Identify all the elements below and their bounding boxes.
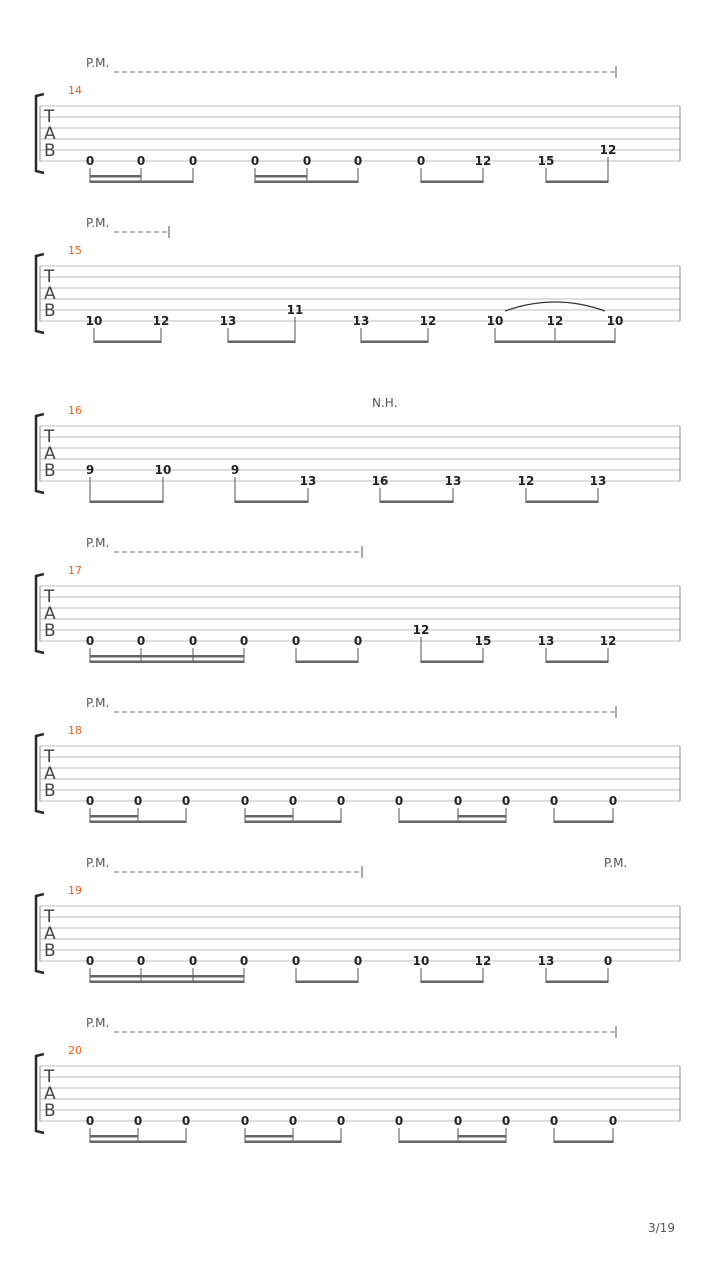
fret-number: 0	[133, 1114, 143, 1128]
tab-letter-b: B	[44, 1101, 56, 1121]
fret-number: 10	[606, 314, 624, 328]
note-beam-secondary	[90, 815, 138, 818]
note-beam	[554, 1141, 613, 1144]
note-beam-secondary	[255, 175, 307, 178]
fret-number: 0	[291, 634, 301, 648]
note-beam	[421, 181, 483, 184]
fret-number: 0	[85, 634, 95, 648]
fret-number: 13	[589, 474, 607, 488]
note-beam	[90, 661, 244, 664]
fret-number: 13	[299, 474, 317, 488]
note-beam-secondary	[90, 655, 244, 658]
note-beam	[421, 981, 483, 984]
fret-number: 0	[181, 1114, 191, 1128]
palm-mute-label: P.M.	[86, 56, 110, 70]
fret-number: 0	[85, 954, 95, 968]
tab-letter-t: T	[44, 267, 55, 287]
fret-number: 0	[288, 1114, 298, 1128]
tab-letter-a: A	[44, 764, 56, 784]
note-beam	[380, 501, 453, 504]
fret-number: 0	[501, 794, 511, 808]
note-beam-secondary	[90, 975, 244, 978]
fret-number: 15	[474, 634, 492, 648]
fret-number: 0	[549, 1114, 559, 1128]
palm-mute-label: P.M.	[86, 216, 110, 230]
bar-number: 17	[68, 564, 82, 577]
note-beam-secondary	[90, 1135, 138, 1138]
tab-system-16	[36, 396, 680, 503]
natural-harmonic-label: N.H.	[372, 396, 398, 410]
fret-number: 0	[181, 794, 191, 808]
note-beam	[90, 821, 186, 824]
fret-number: 0	[336, 1114, 346, 1128]
palm-mute-label: P.M.	[86, 696, 110, 710]
fret-number: 12	[517, 474, 535, 488]
note-beam	[245, 1141, 341, 1144]
note-beam	[546, 981, 608, 984]
fret-number: 12	[599, 143, 617, 157]
palm-mute-label: P.M.	[604, 856, 628, 870]
fret-number: 0	[188, 954, 198, 968]
tab-system-18	[36, 696, 680, 823]
fret-number: 16	[371, 474, 389, 488]
note-beam	[546, 661, 608, 664]
fret-number: 13	[219, 314, 237, 328]
fret-number: 0	[239, 634, 249, 648]
bar-number: 18	[68, 724, 82, 737]
tab-system-19	[36, 856, 680, 983]
tab-letter-b: B	[44, 141, 56, 161]
tab-system-17	[36, 536, 680, 663]
fret-number: 12	[546, 314, 564, 328]
note-beam	[296, 661, 358, 664]
note-beam	[399, 1141, 506, 1144]
fret-number: 13	[444, 474, 462, 488]
fret-number: 0	[136, 634, 146, 648]
fret-number: 0	[288, 794, 298, 808]
fret-number: 12	[474, 154, 492, 168]
note-beam	[90, 181, 193, 184]
fret-number: 0	[240, 794, 250, 808]
note-beam-secondary	[90, 175, 141, 178]
bar-number: 16	[68, 404, 82, 417]
tab-letter-b: B	[44, 781, 56, 801]
fret-number: 13	[352, 314, 370, 328]
fret-number: 0	[453, 794, 463, 808]
fret-number: 0	[353, 634, 363, 648]
fret-number: 0	[291, 954, 301, 968]
tab-letter-t: T	[44, 747, 55, 767]
tab-letter-t: T	[44, 107, 55, 127]
fret-number: 0	[353, 154, 363, 168]
tab-system-15	[36, 216, 680, 343]
note-beam-secondary	[458, 815, 506, 818]
tab-system-14	[36, 56, 680, 183]
fret-number: 0	[136, 954, 146, 968]
tab-system-20	[36, 1016, 680, 1143]
bar-number: 15	[68, 244, 82, 257]
fret-number: 0	[239, 954, 249, 968]
fret-number: 12	[152, 314, 170, 328]
fret-number: 15	[537, 154, 555, 168]
tab-letter-a: A	[44, 124, 56, 144]
tab-letter-a: A	[44, 444, 56, 464]
fret-number: 11	[286, 303, 304, 317]
fret-number: 0	[394, 794, 404, 808]
note-beam	[526, 501, 598, 504]
bar-number: 19	[68, 884, 82, 897]
tab-letter-t: T	[44, 587, 55, 607]
fret-number: 13	[537, 634, 555, 648]
tab-letter-b: B	[44, 941, 56, 961]
tab-letter-b: B	[44, 461, 56, 481]
fret-number: 0	[302, 154, 312, 168]
note-beam-secondary	[245, 815, 293, 818]
fret-number: 0	[240, 1114, 250, 1128]
fret-number: 12	[419, 314, 437, 328]
note-beam	[90, 1141, 186, 1144]
fret-number: 9	[230, 463, 240, 477]
page-number: 3/19	[648, 1221, 675, 1235]
fret-number: 12	[412, 623, 430, 637]
note-beam	[546, 181, 608, 184]
note-beam	[421, 661, 483, 664]
tab-letter-a: A	[44, 924, 56, 944]
tab-letter-a: A	[44, 284, 56, 304]
note-beam	[495, 341, 615, 344]
palm-mute-label: P.M.	[86, 1016, 110, 1030]
fret-number: 12	[474, 954, 492, 968]
fret-number: 0	[85, 794, 95, 808]
note-beam	[361, 341, 428, 344]
note-beam	[399, 821, 506, 824]
fret-number: 0	[608, 794, 618, 808]
fret-number: 0	[136, 154, 146, 168]
tab-letter-t: T	[44, 1067, 55, 1087]
fret-number: 0	[250, 154, 260, 168]
bar-number: 20	[68, 1044, 82, 1057]
fret-number: 10	[486, 314, 504, 328]
tab-letter-a: A	[44, 604, 56, 624]
fret-number: 12	[599, 634, 617, 648]
fret-number: 10	[154, 463, 172, 477]
fret-number: 9	[85, 463, 95, 477]
fret-number: 0	[453, 1114, 463, 1128]
fret-number: 0	[133, 794, 143, 808]
note-beam	[90, 501, 163, 504]
note-beam-secondary	[245, 1135, 293, 1138]
tab-letter-t: T	[44, 427, 55, 447]
fret-number: 0	[608, 1114, 618, 1128]
tab-letter-b: B	[44, 301, 56, 321]
palm-mute-label: P.M.	[86, 536, 110, 550]
fret-number: 0	[353, 954, 363, 968]
fret-number: 0	[188, 634, 198, 648]
note-beam	[245, 821, 341, 824]
note-beam	[94, 341, 161, 344]
fret-number: 10	[85, 314, 103, 328]
fret-number: 10	[412, 954, 430, 968]
fret-number: 0	[501, 1114, 511, 1128]
fret-number: 0	[394, 1114, 404, 1128]
fret-number: 0	[336, 794, 346, 808]
palm-mute-label: P.M.	[86, 856, 110, 870]
note-beam	[235, 501, 308, 504]
note-beam	[228, 341, 295, 344]
fret-number: 0	[603, 954, 613, 968]
fret-number: 0	[85, 1114, 95, 1128]
bar-number: 14	[68, 84, 82, 97]
note-beam	[255, 181, 358, 184]
note-beam	[90, 981, 244, 984]
fret-number: 0	[85, 154, 95, 168]
fret-number: 0	[549, 794, 559, 808]
fret-number: 0	[188, 154, 198, 168]
tab-letter-b: B	[44, 621, 56, 641]
note-beam	[554, 821, 613, 824]
tab-letter-t: T	[44, 907, 55, 927]
note-beam-secondary	[458, 1135, 506, 1138]
tab-letter-a: A	[44, 1084, 56, 1104]
fret-number: 0	[416, 154, 426, 168]
fret-number: 13	[537, 954, 555, 968]
note-beam	[296, 981, 358, 984]
